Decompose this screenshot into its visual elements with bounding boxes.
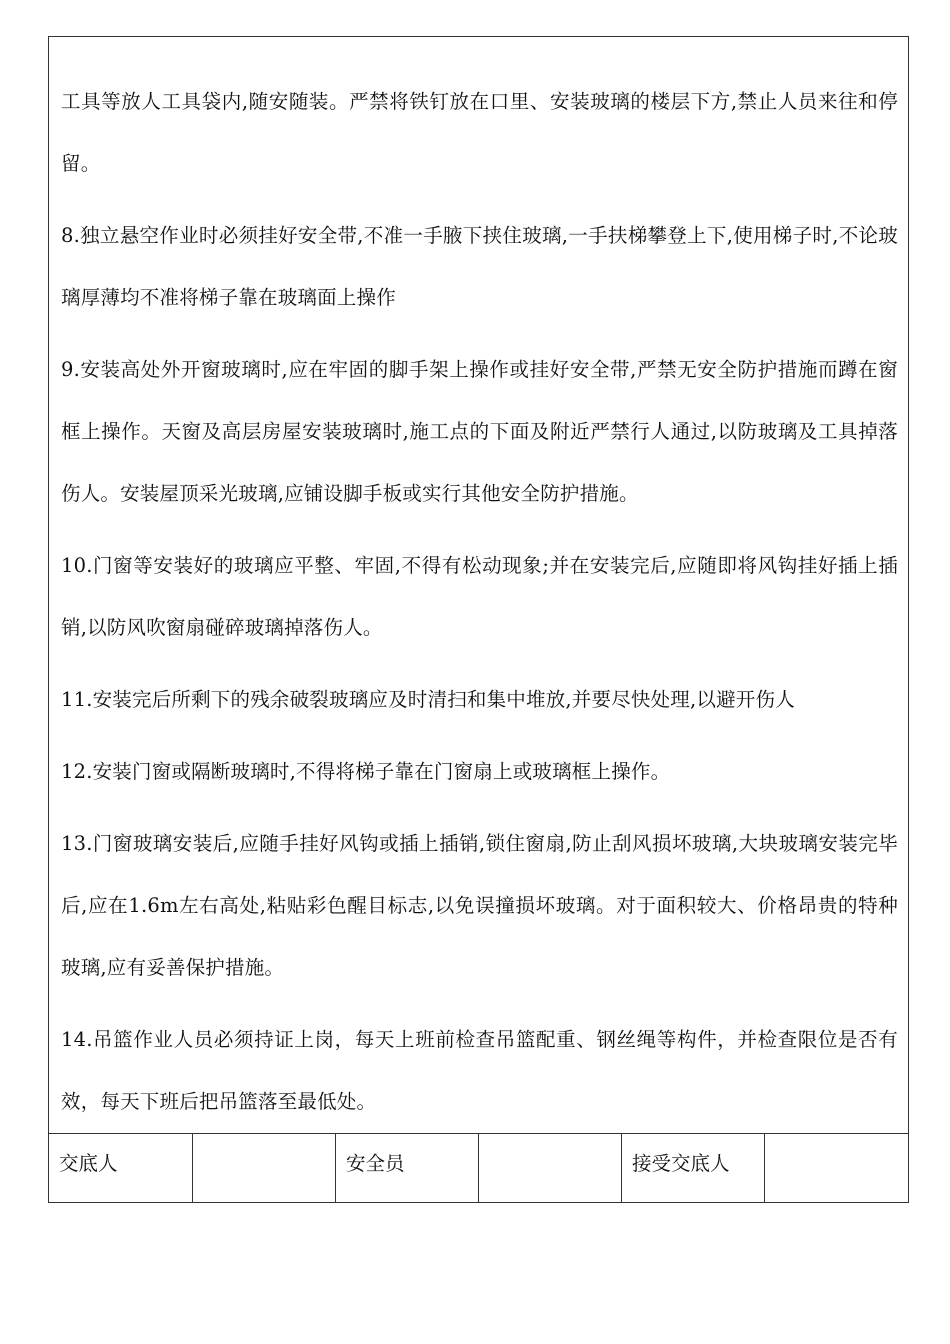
paragraph-item-8: 8.独立悬空作业时必须挂好安全带,不准一手腋下挟住玻璃,一手扶梯攀登上下,使用梯子时,不论玻璃厚薄均不准将梯子靠在玻璃面上操作 <box>61 224 898 309</box>
signature-row <box>49 1134 908 1202</box>
safety-officer-field[interactable] <box>479 1134 622 1202</box>
safety-officer-label: 安全员 <box>336 1134 479 1202</box>
recipient-label: 接受交底人 <box>622 1134 765 1202</box>
paragraph-item-12: 12.安装门窗或隔断玻璃时,不得将梯子靠在门窗扇上或玻璃框上操作。 <box>61 760 671 783</box>
content-cell <box>49 37 908 1134</box>
paragraph-item-11: 11.安装完后所剩下的残余破裂玻璃应及时清扫和集中堆放,并要尽快处理,以避开伤人 <box>61 688 795 711</box>
paragraph-item-9: 9.安装高处外开窗玻璃时,应在牢固的脚手架上操作或挂好安全带,严禁无安全防护措施而蹲在窗框上操作。天窗及高层房屋安装玻璃时,施工点的下面及附近严禁行人通过,以防玻璃及工具掉落伤人。安装屋顶采光玻璃,应铺设脚手板或实行其他安全防护措施。 <box>61 358 898 505</box>
presenter-field[interactable] <box>193 1134 336 1202</box>
presenter-label: 交底人 <box>49 1134 193 1202</box>
paragraph-item-10: 10.门窗等安装好的玻璃应平整、牢固,不得有松动现象;并在安装完后,应随即将风钩挂好插上插销,以防风吹窗扇碰碎玻璃掉落伤人。 <box>61 554 898 639</box>
paragraph-continuation: 工具等放人工具袋内,随安随装。严禁将铁钉放在口里、安装玻璃的楼层下方,禁止人员来往和停留。 <box>61 90 898 175</box>
recipient-field[interactable] <box>765 1134 908 1202</box>
paragraph-item-14: 14.吊篮作业人员必须持证上岗，每天上班前检查吊篮配重、钢丝绳等构件，并检查限位是否有效，每天下班后把吊篮落至最低处。 <box>61 1028 898 1113</box>
disclosure-table <box>48 36 909 1203</box>
paragraph-item-13: 13.门窗玻璃安装后,应随手挂好风钩或插上插销,锁住窗扇,防止刮风损坏玻璃,大块玻璃安装完毕后,应在1.6m左右高处,粘贴彩色醒目标志,以免误撞损坏玻璃。对于面积较大、价格昂贵的特种玻璃,应有妥善保护措施。 <box>61 832 898 979</box>
